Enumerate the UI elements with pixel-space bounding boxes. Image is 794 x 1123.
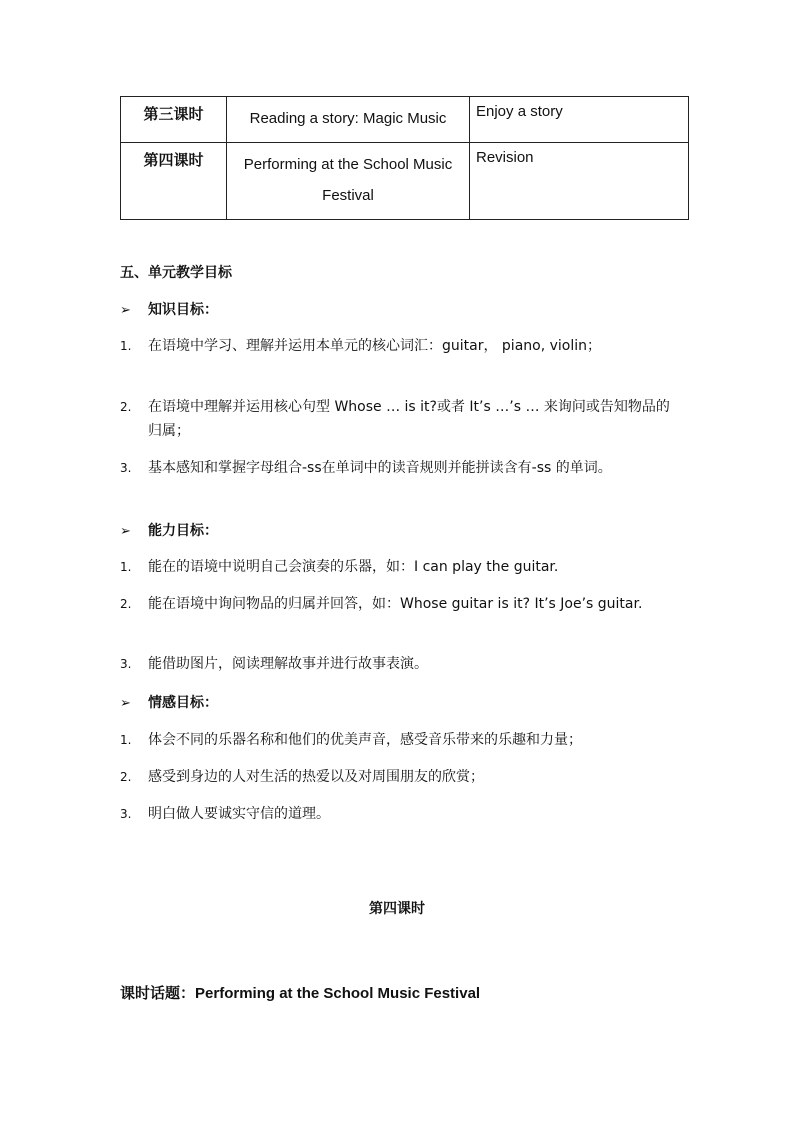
table-row [121,143,689,220]
item-text: 基本感知和掌握字母组合-ss在单词中的读音规则并能拼读含有-ss 的单词。 [148,460,612,476]
emotion-heading-text: 情感目标： [148,695,218,711]
item-text: 能借助图片，阅读理解故事并进行故事表演。 [148,656,428,672]
item-text: 能在语境中询问物品的归属并回答，如：Whose guitar is it? It’s Joe’s guitar. [148,596,643,612]
item-number: 1. [120,733,132,747]
lesson-focus-cell: Revision [470,143,689,220]
lesson-heading: 第四课时 [369,901,425,917]
item-number: 3. [120,807,132,821]
table-row [121,97,689,143]
knowledge-heading-text: 知识目标： [148,302,218,318]
item-text: 在语境中学习、理解并运用本单元的核心词汇：guitar， piano, violin； [148,338,602,354]
list-item [120,652,680,676]
list-item [120,395,680,443]
period-cell: 第四课时 [121,143,227,220]
list-item [120,765,680,789]
lesson-title-cell: Performing at the School Music Festival [227,143,470,220]
arrow-bullet-icon: ➢ [120,303,131,318]
lesson-focus-cell: Enjoy a story [470,97,689,143]
list-item [120,802,680,826]
item-number: 1. [120,560,132,574]
lesson-table [120,96,689,220]
ability-heading [120,520,218,540]
item-text: 感受到身边的人对生活的热爱以及对周围朋友的欣赏； [148,769,484,785]
item-text: 体会不同的乐器名称和他们的优美声音，感受音乐带来的乐趣和力量； [148,732,582,748]
item-number: 2. [120,400,132,414]
item-text: 在语境中理解并运用核心句型 Whose … is it?或者 It’s …’s … 来询问或告知物品的归属； [148,399,670,439]
lesson-topic [120,982,480,1003]
period-cell: 第三课时 [121,97,227,143]
item-text: 能在的语境中说明自己会演奏的乐器，如：I can play the guitar. [148,559,559,575]
arrow-bullet-icon: ➢ [120,524,131,539]
arrow-bullet-icon: ➢ [120,696,131,711]
item-number: 1. [120,339,132,353]
item-number: 3. [120,461,132,475]
knowledge-heading [120,299,218,319]
list-item [120,555,680,579]
emotion-heading [120,692,218,712]
topic-value: Performing at the School Music Festival [195,985,481,1002]
list-item [120,592,680,616]
ability-heading-text: 能力目标： [148,523,218,539]
lesson-title-cell: Reading a story: Magic Music [227,97,470,143]
list-item [120,456,680,480]
list-item [120,334,680,358]
list-item [120,728,680,752]
topic-label: 课时话题： [120,984,196,1002]
item-number: 2. [120,597,132,611]
section-title: 五、单元教学目标 [120,265,232,281]
item-number: 2. [120,770,132,784]
item-number: 3. [120,657,132,671]
item-text: 明白做人要诚实守信的道理。 [148,806,330,822]
